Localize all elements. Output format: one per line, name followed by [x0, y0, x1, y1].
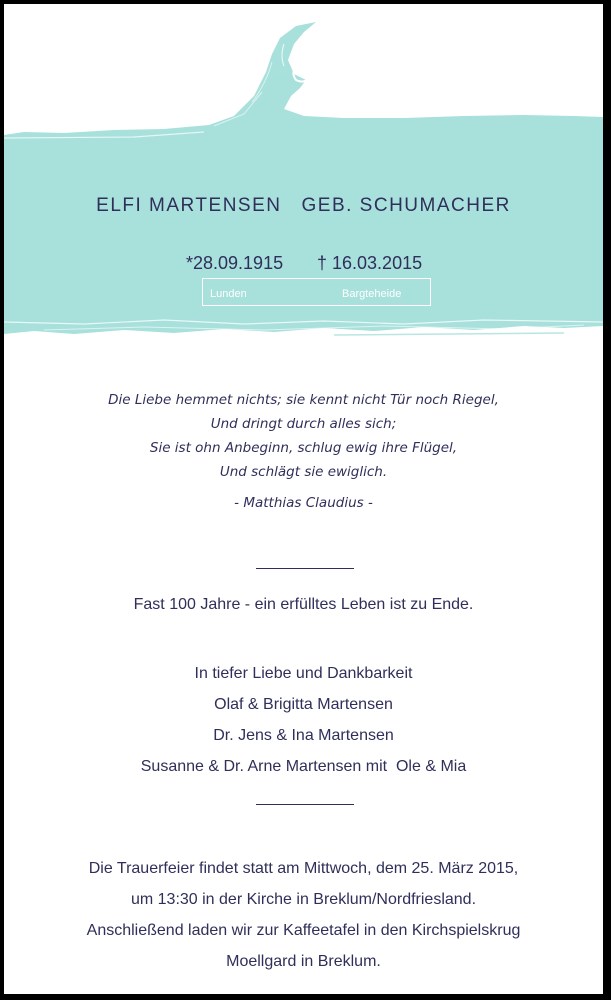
poem — [4, 388, 603, 515]
death-date: † 16.03.2015 — [317, 253, 423, 273]
family-line: Dr. Jens & Ina Martensen — [213, 727, 394, 744]
service-info — [4, 853, 603, 977]
poem-line: Sie ist ohn Anbeginn, schlug ewig ihre Flügel, — [149, 440, 458, 456]
poem-author: - Matthias Claudius - — [234, 495, 373, 511]
death-place: Bargteheide — [342, 288, 402, 300]
poem-line: Und schlägt sie ewiglich. — [219, 464, 388, 480]
birth-name-text: GEB. SCHUMACHER — [301, 195, 511, 216]
service-line: um 13:30 in der Kirche in Breklum/Nordfriesland. — [130, 891, 477, 908]
birth-date: *28.09.1915 — [186, 253, 284, 273]
family-line: Susanne & Dr. Arne Martensen mit Ole & Mia — [140, 758, 467, 775]
family-block — [4, 658, 603, 782]
poem-line: Die Liebe hemmet nichts; sie kennt nicht Tür noch Riegel, — [108, 392, 499, 408]
birth-place: Lunden — [210, 288, 247, 300]
divider — [256, 568, 354, 569]
intro-text: Fast 100 Jahre - ein erfülltes Leben ist zu Ende. — [133, 596, 474, 613]
poem-line: Und dringt durch alles sich; — [210, 416, 397, 432]
name-text: ELFI MARTENSEN — [96, 195, 282, 216]
deceased-name — [4, 195, 603, 217]
service-line: Moellgard in Breklum. — [226, 953, 381, 970]
family-line: Olaf & Brigitta Martensen — [214, 696, 393, 713]
family-line: In tiefer Liebe und Dankbarkeit — [194, 665, 413, 682]
service-line: Die Trauerfeier findet statt am Mittwoch, dem 25. März 2015, — [88, 860, 519, 877]
service-line: Anschließend laden wir zur Kaffeetafel in den Kirchspielskrug — [86, 922, 521, 939]
divider — [256, 804, 354, 805]
obituary-card — [4, 4, 603, 994]
